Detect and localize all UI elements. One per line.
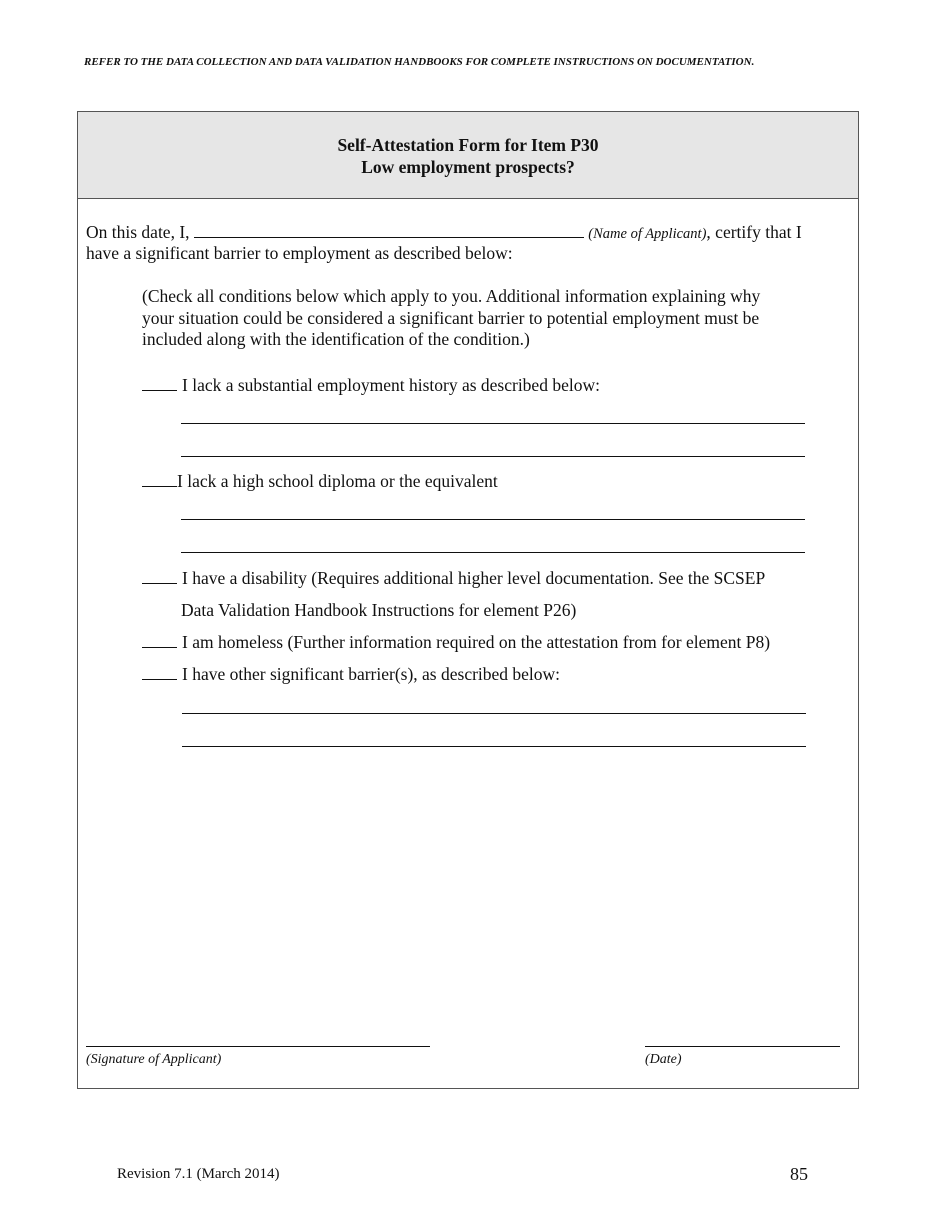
instructions-line-1: (Check all conditions below which apply to you. Additional information explaining why: [142, 286, 761, 306]
handbook-reference-note: REFER TO THE DATA COLLECTION AND DATA VALIDATION HANDBOOKS FOR COMPLETE INSTRUCTIONS ON DOCUMENTATION.: [84, 56, 755, 68]
other-barrier-line-2[interactable]: [182, 746, 806, 747]
condition-diploma-label: I lack a high school diploma or the equivalent: [177, 471, 498, 491]
condition-employment-history-label: I lack a substantial employment history as described below:: [182, 375, 600, 395]
diploma-line-1[interactable]: [181, 519, 805, 520]
revision-text: Revision 7.1 (March 2014): [117, 1166, 280, 1182]
date-label: (Date): [645, 1052, 682, 1067]
date-line[interactable]: [645, 1046, 840, 1047]
condition-homeless-label: I am homeless (Further information required on the attestation from for element P8): [182, 632, 771, 652]
instructions-line-2: your situation could be considered a significant barrier to potential employment must be: [142, 308, 760, 328]
certify-line-2: have a significant barrier to employment as described below:: [86, 243, 513, 263]
condition-disability-label: I have a disability (Requires additional higher level documentation. See the SCSEP: [182, 568, 766, 588]
condition-disability: [142, 567, 765, 589]
check-disability[interactable]: [142, 568, 177, 584]
condition-other-label: I have other significant barrier(s), as described below:: [182, 664, 561, 684]
check-diploma[interactable]: [142, 471, 177, 487]
name-of-applicant-label: (Name of Applicant): [588, 226, 707, 242]
condition-homeless: [142, 631, 770, 653]
certify-suffix: , certify that I: [706, 222, 802, 242]
check-homeless[interactable]: [142, 632, 177, 648]
other-barrier-line-1[interactable]: [182, 713, 806, 714]
check-employment-history[interactable]: [142, 375, 177, 391]
form-header: [78, 112, 858, 199]
check-other[interactable]: [142, 664, 177, 680]
employment-history-line-1[interactable]: [181, 423, 805, 424]
diploma-line-2[interactable]: [181, 552, 805, 553]
form-subtitle: Low employment prospects?: [361, 157, 575, 177]
applicant-name-field[interactable]: [194, 222, 584, 238]
certify-prefix: On this date, I,: [86, 222, 190, 242]
condition-employment-history: [142, 374, 600, 396]
employment-history-line-2[interactable]: [181, 456, 805, 457]
signature-line[interactable]: [86, 1046, 430, 1047]
instructions-line-3: included along with the identification of the condition.): [142, 329, 530, 349]
page-number: 85: [790, 1164, 808, 1184]
condition-disability-line-2: Data Validation Handbook Instructions for element P26): [181, 600, 577, 620]
form-title: Self-Attestation Form for Item P30: [337, 135, 599, 155]
signature-label: (Signature of Applicant): [86, 1052, 222, 1067]
condition-diploma: [142, 470, 498, 492]
condition-other: [142, 663, 560, 685]
